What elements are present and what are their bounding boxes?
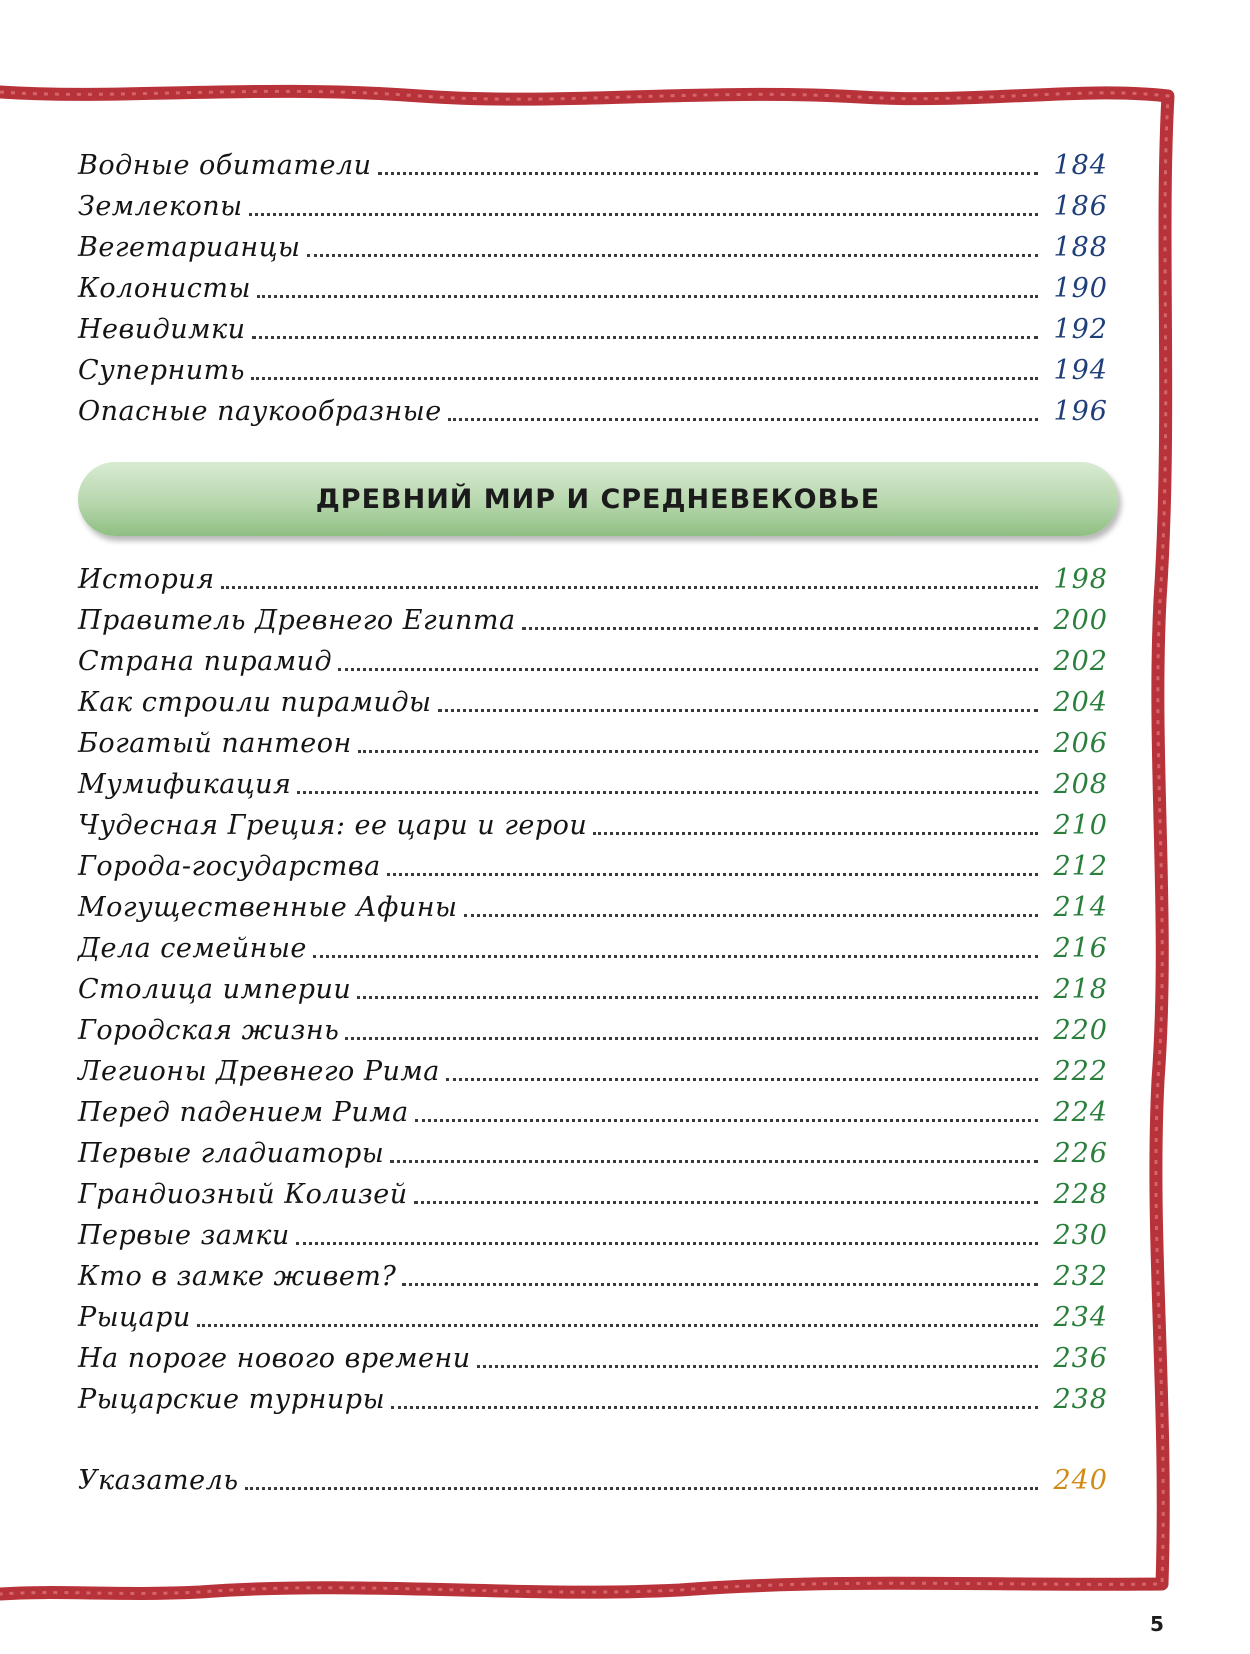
toc-entry[interactable]	[78, 603, 1108, 639]
dot-leader	[257, 295, 1038, 298]
toc-entry-page: 188	[1053, 232, 1108, 263]
toc-entry-page: 238	[1053, 1384, 1108, 1415]
toc-entry-page: 226	[1053, 1138, 1108, 1169]
toc-entry-page: 206	[1053, 728, 1108, 759]
dot-leader	[390, 1160, 1038, 1163]
dot-leader	[252, 336, 1038, 339]
dot-leader	[313, 955, 1038, 958]
toc-entry[interactable]	[78, 1259, 1108, 1295]
toc-entry[interactable]	[78, 972, 1108, 1008]
toc-entry-page: 236	[1053, 1343, 1108, 1374]
toc-entry[interactable]	[78, 1054, 1108, 1090]
toc-entry-page: 192	[1053, 314, 1108, 345]
dot-leader	[448, 418, 1038, 421]
toc-entry-page: 210	[1053, 810, 1108, 841]
dot-leader	[357, 996, 1038, 999]
dot-leader	[387, 873, 1038, 876]
toc-entry-title: Легионы Древнего Рима	[78, 1056, 440, 1087]
toc-entry-title: Рыцарские турниры	[78, 1384, 386, 1415]
toc-entry[interactable]	[78, 148, 1108, 184]
toc-entry-index[interactable]	[78, 1463, 1108, 1499]
toc-entry-title: Первые замки	[78, 1220, 290, 1251]
section-header-title: ДРЕВНИЙ МИР И СРЕДНЕВЕКОВЬЕ	[315, 483, 881, 515]
toc-entry-page: 198	[1053, 564, 1108, 595]
toc-entry-page: 228	[1053, 1179, 1108, 1210]
dot-leader	[345, 1037, 1038, 1040]
dot-leader	[378, 172, 1038, 175]
toc-entry[interactable]	[78, 1300, 1108, 1336]
toc-entry-title: Колонисты	[78, 273, 251, 304]
toc-entry[interactable]	[78, 1013, 1108, 1049]
toc-entry-title: Водные обитатели	[78, 150, 372, 181]
toc-entry-title: На пороге нового времени	[78, 1343, 471, 1374]
toc-entry-title: Землекопы	[78, 191, 243, 222]
toc-entry[interactable]	[78, 189, 1108, 225]
toc-entry-page: 200	[1053, 605, 1108, 636]
toc-entry-page: 234	[1053, 1302, 1108, 1333]
toc-entry-title: Перед падением Рима	[78, 1097, 409, 1128]
toc-entry-title: Рыцари	[78, 1302, 191, 1333]
toc-entry[interactable]	[78, 890, 1108, 926]
toc-entry[interactable]	[78, 1341, 1108, 1377]
dot-leader	[197, 1324, 1038, 1327]
toc-entry-title: Страна пирамид	[78, 646, 333, 677]
toc-entry[interactable]	[78, 808, 1108, 844]
toc-entry-title: История	[78, 564, 215, 595]
toc-entry-page: 240	[1053, 1465, 1108, 1496]
dot-leader	[593, 832, 1038, 835]
toc-entry[interactable]	[78, 931, 1108, 967]
toc-entry[interactable]	[78, 353, 1108, 389]
toc-entry[interactable]	[78, 394, 1108, 430]
toc-entry-page: 184	[1053, 150, 1108, 181]
toc-entry-title: Невидимки	[78, 314, 246, 345]
toc-entry[interactable]	[78, 312, 1108, 348]
dot-leader	[402, 1283, 1038, 1286]
dot-leader	[249, 213, 1038, 216]
toc-entry-title: Правитель Древнего Египта	[78, 605, 516, 636]
dot-leader	[415, 1119, 1038, 1122]
toc-entry-page: 190	[1053, 273, 1108, 304]
toc-entry-title: Кто в замке живет?	[78, 1261, 397, 1292]
toc-entry[interactable]	[78, 271, 1108, 307]
dot-leader	[358, 750, 1038, 753]
toc-entry[interactable]	[78, 726, 1108, 762]
toc-entry[interactable]	[78, 562, 1108, 598]
toc-entry-title: Чудесная Греция: ее цари и герои	[78, 810, 588, 841]
dot-leader	[245, 1487, 1038, 1490]
toc-entry[interactable]	[78, 1095, 1108, 1131]
toc-entry-page: 214	[1053, 892, 1108, 923]
dot-leader	[307, 254, 1038, 257]
toc-entry-page: 224	[1053, 1097, 1108, 1128]
toc-entry-title: Города-государства	[78, 851, 381, 882]
dot-leader	[464, 914, 1039, 917]
dot-leader	[414, 1201, 1038, 1204]
toc-entry[interactable]	[78, 1177, 1108, 1213]
toc-entry-title: Супернить	[78, 355, 245, 386]
toc-entry-title: Мумификация	[78, 769, 292, 800]
toc-entry[interactable]	[78, 1382, 1108, 1418]
dot-leader	[477, 1365, 1038, 1368]
toc-entry-page: 216	[1053, 933, 1108, 964]
toc-entry-title: Могущественные Афины	[78, 892, 458, 923]
toc-entry-page: 208	[1053, 769, 1108, 800]
toc-entry-page: 196	[1053, 396, 1108, 427]
toc-entry-page: 232	[1053, 1261, 1108, 1292]
dot-leader	[522, 627, 1038, 630]
dot-leader	[297, 791, 1038, 794]
dot-leader	[438, 709, 1038, 712]
page-number: 5	[1150, 1612, 1164, 1636]
toc-entry[interactable]	[78, 1218, 1108, 1254]
dot-leader	[221, 586, 1038, 589]
toc-entry-title: Опасные паукообразные	[78, 396, 442, 427]
toc-entry-title: Первые гладиаторы	[78, 1138, 385, 1169]
dot-leader	[391, 1406, 1038, 1409]
toc-entry[interactable]	[78, 1136, 1108, 1172]
toc-entry-title: Грандиозный Колизей	[78, 1179, 408, 1210]
toc-entry-title: Городская жизнь	[78, 1015, 340, 1046]
toc-entry-page: 186	[1053, 191, 1108, 222]
toc-entry[interactable]	[78, 230, 1108, 266]
toc-entry-title: Столица империи	[78, 974, 352, 1005]
dot-leader	[296, 1242, 1038, 1245]
toc-entry-page: 212	[1053, 851, 1108, 882]
toc-entry-title: Дела семейные	[78, 933, 307, 964]
dot-leader	[446, 1078, 1038, 1081]
toc-entry-title: Как строили пирамиды	[78, 687, 432, 718]
section-header-band	[78, 462, 1118, 536]
toc-entry[interactable]	[78, 644, 1108, 680]
toc-entry-title: Вегетарианцы	[78, 232, 301, 263]
dot-leader	[338, 668, 1038, 671]
toc-entry[interactable]	[78, 849, 1108, 885]
toc-entry[interactable]	[78, 685, 1108, 721]
toc-entry-page: 202	[1053, 646, 1108, 677]
dot-leader	[251, 377, 1038, 380]
toc-entry-page: 218	[1053, 974, 1108, 1005]
toc-entry-title: Богатый пантеон	[78, 728, 352, 759]
toc-entry-page: 194	[1053, 355, 1108, 386]
toc-entry-page: 230	[1053, 1220, 1108, 1251]
toc-entry[interactable]	[78, 767, 1108, 803]
toc-entry-title: Указатель	[78, 1465, 239, 1496]
toc-entry-page: 220	[1053, 1015, 1108, 1046]
toc-entry-page: 204	[1053, 687, 1108, 718]
toc-entry-page: 222	[1053, 1056, 1108, 1087]
